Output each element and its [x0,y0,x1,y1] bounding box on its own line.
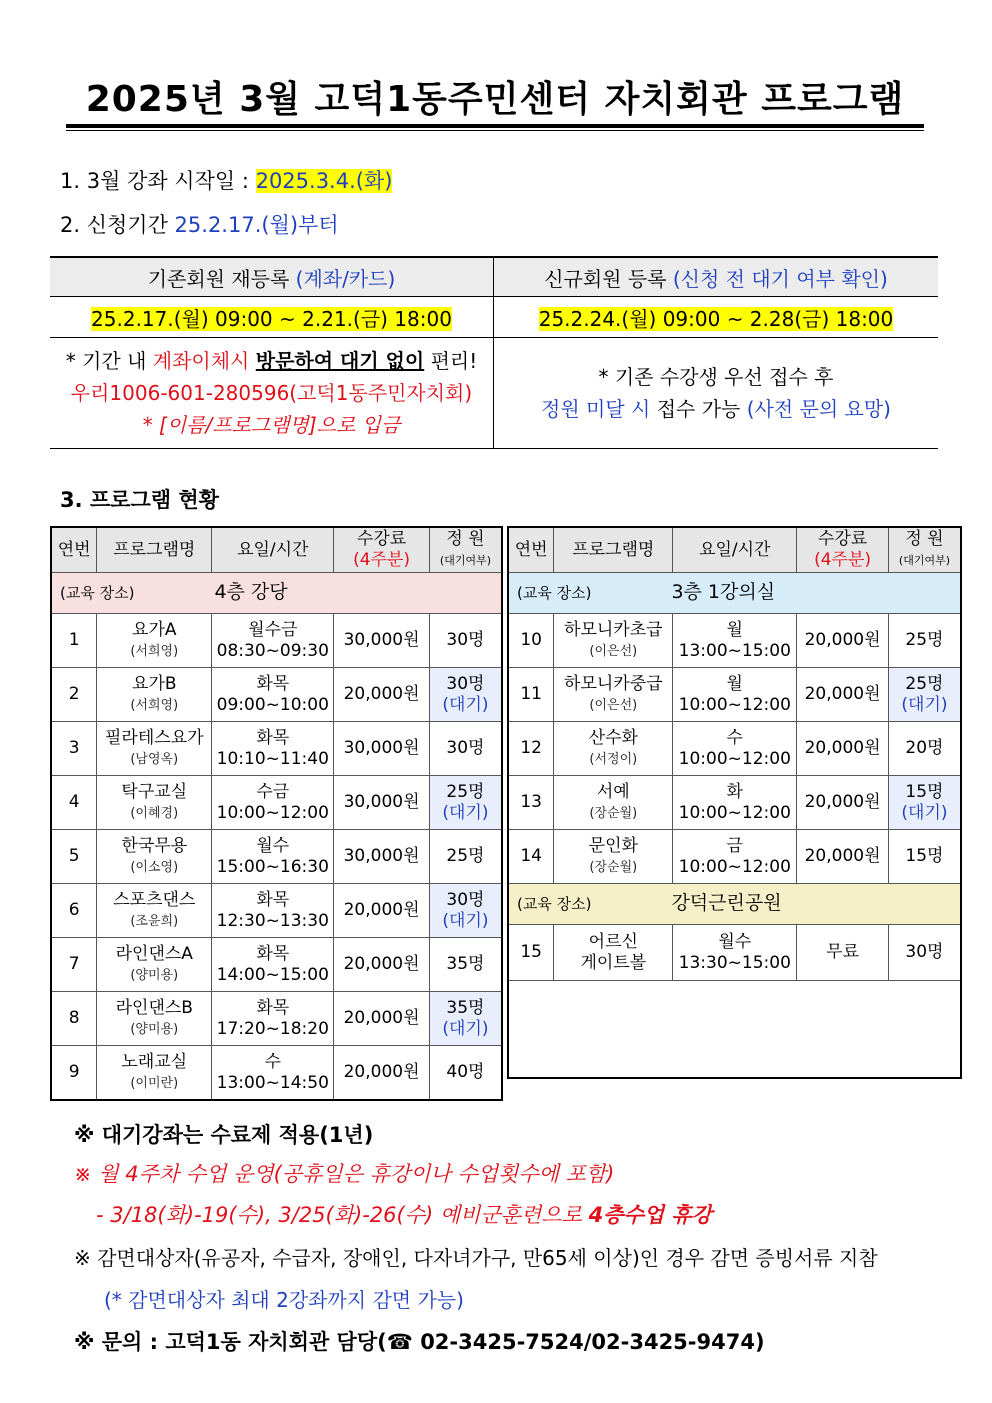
apply-period-value: 25.2.17.(월)부터 [174,213,339,237]
header-fee: 수강료 (4주분) [334,527,430,573]
program-table-right [507,526,962,1079]
start-date-label: 1. 3월 강좌 시작일 : [60,169,249,193]
new-period: 25.2.24.(월) 09:00 ~ 2.28(금) 18:00 [494,297,939,338]
header-time: 요일/시간 [212,527,334,573]
apply-period-label: 2. 신청기간 [60,213,168,237]
registration-table [50,256,938,449]
row-no: 7 [51,938,97,992]
row-no: 10 [508,614,554,668]
row-fee: 무료 [797,925,889,981]
existing-header: 기존회원 재등록 (계좌/카드) [50,257,494,297]
row-capacity: 25명 (대기) [888,668,961,722]
row-capacity: 15명 (대기) [888,776,961,830]
row-time: 화목 09:00~10:00 [212,668,334,722]
table-row [508,776,961,830]
new-header: 신규회원 등록 (신청 전 대기 여부 확인) [494,257,939,297]
row-time: 화목 17:20~18:20 [212,992,334,1046]
row-time: 화목 14:00~15:00 [212,938,334,992]
bank-account: 우리1006-601-280596(고덕1동주민자치회) [70,381,473,405]
row-name: 하모니카초급 (이은선) [554,614,673,668]
table-row [508,830,961,884]
header-capacity: 정 원 (대기여부) [429,527,502,573]
row-name: 라인댄스A (양미용) [97,938,212,992]
program-table-left [50,526,503,1101]
location-left: (교육 장소) 4층 강당 [51,573,502,614]
row-capacity: 30명 [888,925,961,981]
table-row [51,776,502,830]
row-capacity: 25명 [429,830,502,884]
page-title: 2025년 3월 고덕1동주민센터 자치회관 프로그램 [85,79,905,120]
table-row [51,614,502,668]
row-no: 6 [51,884,97,938]
row-time: 월수 13:30~15:00 [673,925,797,981]
table-row [51,830,502,884]
row-fee: 30,000원 [334,722,430,776]
row-capacity: 40명 [429,1046,502,1101]
note-contact: ※ 문의 : 고덕1동 자치회관 담당(☎ 02-3425-7524/02-3425-9474) [74,1330,765,1354]
deposit-note: * [이름/프로그램명]으로 입금 [142,413,401,437]
start-date-value: 2025.3.4.(화) [255,169,393,193]
header-no: 연번 [508,527,554,573]
row-no: 5 [51,830,97,884]
row-fee: 30,000원 [334,614,430,668]
row-time: 수 13:00~14:50 [212,1046,334,1101]
header-fee: 수강료 (4주분) [797,527,889,573]
table-row [51,992,502,1046]
row-no: 3 [51,722,97,776]
empty-area [508,981,961,1079]
row-no: 11 [508,668,554,722]
row-capacity: 25명 (대기) [429,776,502,830]
row-no: 1 [51,614,97,668]
table-row [508,722,961,776]
row-capacity: 30명 [429,614,502,668]
row-name: 산수화 (서정이) [554,722,673,776]
row-fee: 20,000원 [334,1046,430,1101]
start-date-line [60,166,392,196]
row-capacity: 35명 [429,938,502,992]
note-waiting: ※ 대기강좌는 수료제 적용(1년) [74,1123,374,1147]
section3-title: 3. 프로그램 현황 [60,488,219,512]
table-row [51,722,502,776]
apply-period-line [60,210,339,240]
row-time: 월수금 08:30~09:30 [212,614,334,668]
row-no: 9 [51,1046,97,1101]
row-name: 스포츠댄스 (조윤희) [97,884,212,938]
row-no: 15 [508,925,554,981]
table-row [51,884,502,938]
header-capacity: 정 원 (대기여부) [888,527,961,573]
existing-notes: * 기간 내 계좌이체시 방문하여 대기 없이 편리! 우리1006-601-280596(고덕1동주민자치회) * [이름/프로그램명]으로 입금 [50,338,494,449]
location-right-1: (교육 장소) 3층 1강의실 [508,573,961,614]
table-row [51,1046,502,1101]
row-name: 한국무용 (이소영) [97,830,212,884]
row-capacity: 30명 (대기) [429,668,502,722]
row-no: 4 [51,776,97,830]
row-time: 수 10:00~12:00 [673,722,797,776]
note-discount: ※ 감면대상자(유공자, 수급자, 장애인, 다자녀가구, 만65세 이상)인 경우 감면 증빙서류 지참 [74,1246,878,1270]
row-time: 수금 10:00~12:00 [212,776,334,830]
row-capacity: 20명 [888,722,961,776]
header-name: 프로그램명 [97,527,212,573]
table-row [51,668,502,722]
row-fee: 20,000원 [797,776,889,830]
location-right-2: (교육 장소) 강덕근린공원 [508,884,961,925]
title-underline [66,124,924,128]
row-time: 월 10:00~12:00 [673,668,797,722]
row-fee: 20,000원 [797,722,889,776]
row-time: 화 10:00~12:00 [673,776,797,830]
row-time: 금 10:00~12:00 [673,830,797,884]
note-closure: - 3/18(화)-19(수), 3/25(화)-26(수) 예비군훈련으로 4층수업 휴강 [96,1203,712,1227]
row-capacity: 25명 [888,614,961,668]
row-fee: 20,000원 [797,830,889,884]
table-row [508,668,961,722]
row-name: 요가B (서희영) [97,668,212,722]
row-capacity: 30명 [429,722,502,776]
existing-period: 25.2.17.(월) 09:00 ~ 2.21.(금) 18:00 [50,297,494,338]
row-no: 13 [508,776,554,830]
row-capacity: 35명 (대기) [429,992,502,1046]
table-row [508,925,961,981]
row-time: 화목 12:30~13:30 [212,884,334,938]
row-name: 요가A (서희영) [97,614,212,668]
row-name: 하모니카중급 (이은선) [554,668,673,722]
row-time: 화목 10:10~11:40 [212,722,334,776]
row-fee: 30,000원 [334,830,430,884]
row-time: 월 13:00~15:00 [673,614,797,668]
header-time: 요일/시간 [673,527,797,573]
row-fee: 20,000원 [797,614,889,668]
note-weekly: ※ 월 4주차 수업 운영(공휴일은 휴강이나 수업횟수에 포함) [74,1162,615,1186]
header-name: 프로그램명 [554,527,673,573]
row-fee: 20,000원 [334,884,430,938]
row-name: 노래교실 (이미란) [97,1046,212,1101]
row-fee: 20,000원 [334,992,430,1046]
new-notes: * 기존 수강생 우선 접수 후 정원 미달 시 접수 가능 (사전 문의 요망) [494,338,939,449]
row-name: 탁구교실 (이혜경) [97,776,212,830]
table-row [51,938,502,992]
row-name: 필라테스요가 (남영옥) [97,722,212,776]
row-no: 12 [508,722,554,776]
row-capacity: 30명 (대기) [429,884,502,938]
row-fee: 20,000원 [334,938,430,992]
row-no: 8 [51,992,97,1046]
row-no: 2 [51,668,97,722]
row-name: 어르신 게이트볼 [554,925,673,981]
note-discount-limit: (* 감면대상자 최대 2강좌까지 감면 가능) [104,1288,464,1312]
header-no: 연번 [51,527,97,573]
row-name: 서예 (장순월) [554,776,673,830]
row-name: 문인화 (장순월) [554,830,673,884]
row-name: 라인댄스B (양미용) [97,992,212,1046]
row-fee: 20,000원 [797,668,889,722]
row-no: 14 [508,830,554,884]
table-row [508,614,961,668]
title-underline-thin [66,130,924,131]
row-time: 월수 15:00~16:30 [212,830,334,884]
row-fee: 30,000원 [334,776,430,830]
row-capacity: 15명 [888,830,961,884]
row-fee: 20,000원 [334,668,430,722]
